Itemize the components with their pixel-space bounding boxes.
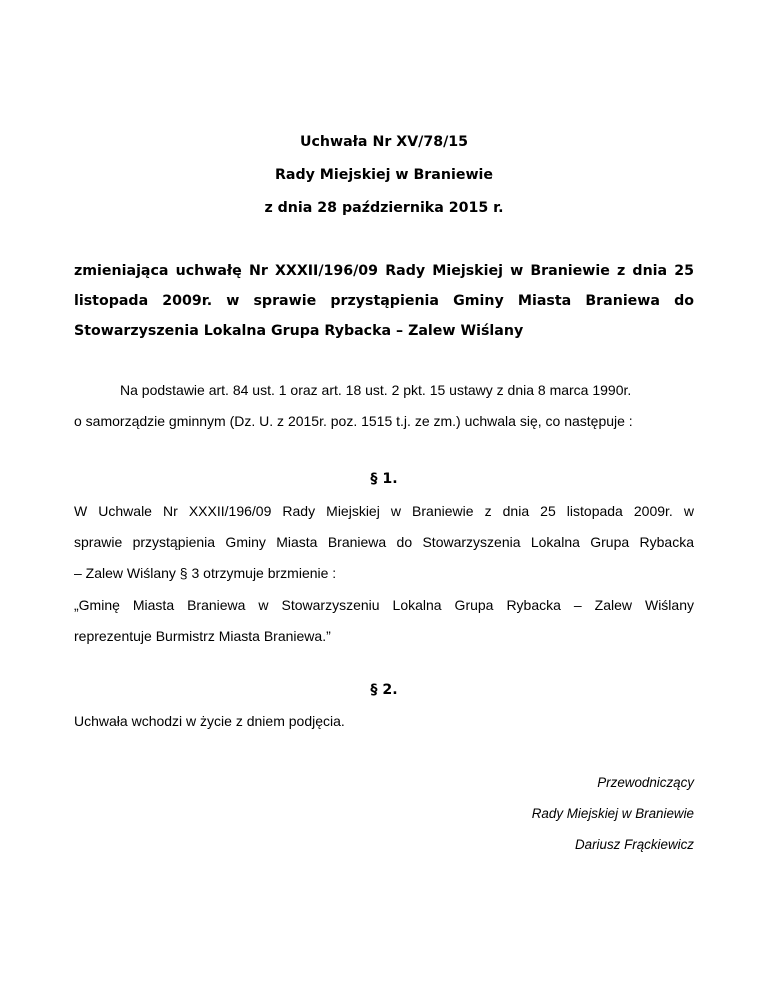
resolution-subject [74, 256, 694, 346]
section-1-line-1: W Uchwale Nr XXXII/196/09 Rady Miejskiej w Braniewie z dnia 25 listopada 2009r. w [74, 503, 694, 519]
subject-line-1: zmieniająca uchwałę Nr XXXII/196/09 Rady Miejskiej w Braniewie z dnia 25 [74, 263, 694, 279]
signature-name: Dariusz Frąckiewicz [574, 837, 694, 852]
signature-role: Przewodniczący [597, 775, 694, 790]
section-1-line-3: – Zalew Wiślany § 3 otrzymuje brzmienie : [74, 565, 337, 581]
subject-line-2: listopada 2009r. w sprawie przystąpienia Gminy Miasta Braniewa do [74, 293, 694, 309]
council-name: Rady Miejskiej w Braniewie [274, 167, 494, 183]
section-1-quote-line-1: „Gminę Miasta Braniewa w Stowarzyszeniu Lokalna Grupa Rybacka – Zalew Wiślany [74, 597, 694, 613]
resolution-number: Uchwała Nr XV/78/15 [299, 134, 469, 150]
preamble-line-1: Na podstawie art. 84 ust. 1 oraz art. 18 ust. 2 pkt. 15 ustawy z dnia 8 marca 1990r. [120, 382, 632, 398]
section-1-quote-line-2: reprezentuje Burmistrz Miasta Braniewa.” [74, 628, 331, 644]
resolution-date: z dnia 28 października 2015 r. [264, 200, 504, 216]
section-1-heading: § 1. [370, 471, 398, 487]
preamble-line-2: o samorządzie gminnym (Dz. U. z 2015r. poz. 1515 t.j. ze zm.) uchwala się, co następuje : [74, 413, 633, 429]
section-2-text: Uchwała wchodzi w życie z dniem podjęcia. [74, 713, 345, 729]
section-2-heading: § 2. [370, 682, 398, 698]
subject-line-3: Stowarzyszenia Lokalna Grupa Rybacka – Zalew Wiślany [74, 323, 524, 339]
signature-council: Rady Miejskiej w Braniewie [531, 806, 694, 821]
section-1-line-2: sprawie przystąpienia Gminy Miasta Braniewa do Stowarzyszenia Lokalna Grupa Rybacka [74, 534, 694, 550]
